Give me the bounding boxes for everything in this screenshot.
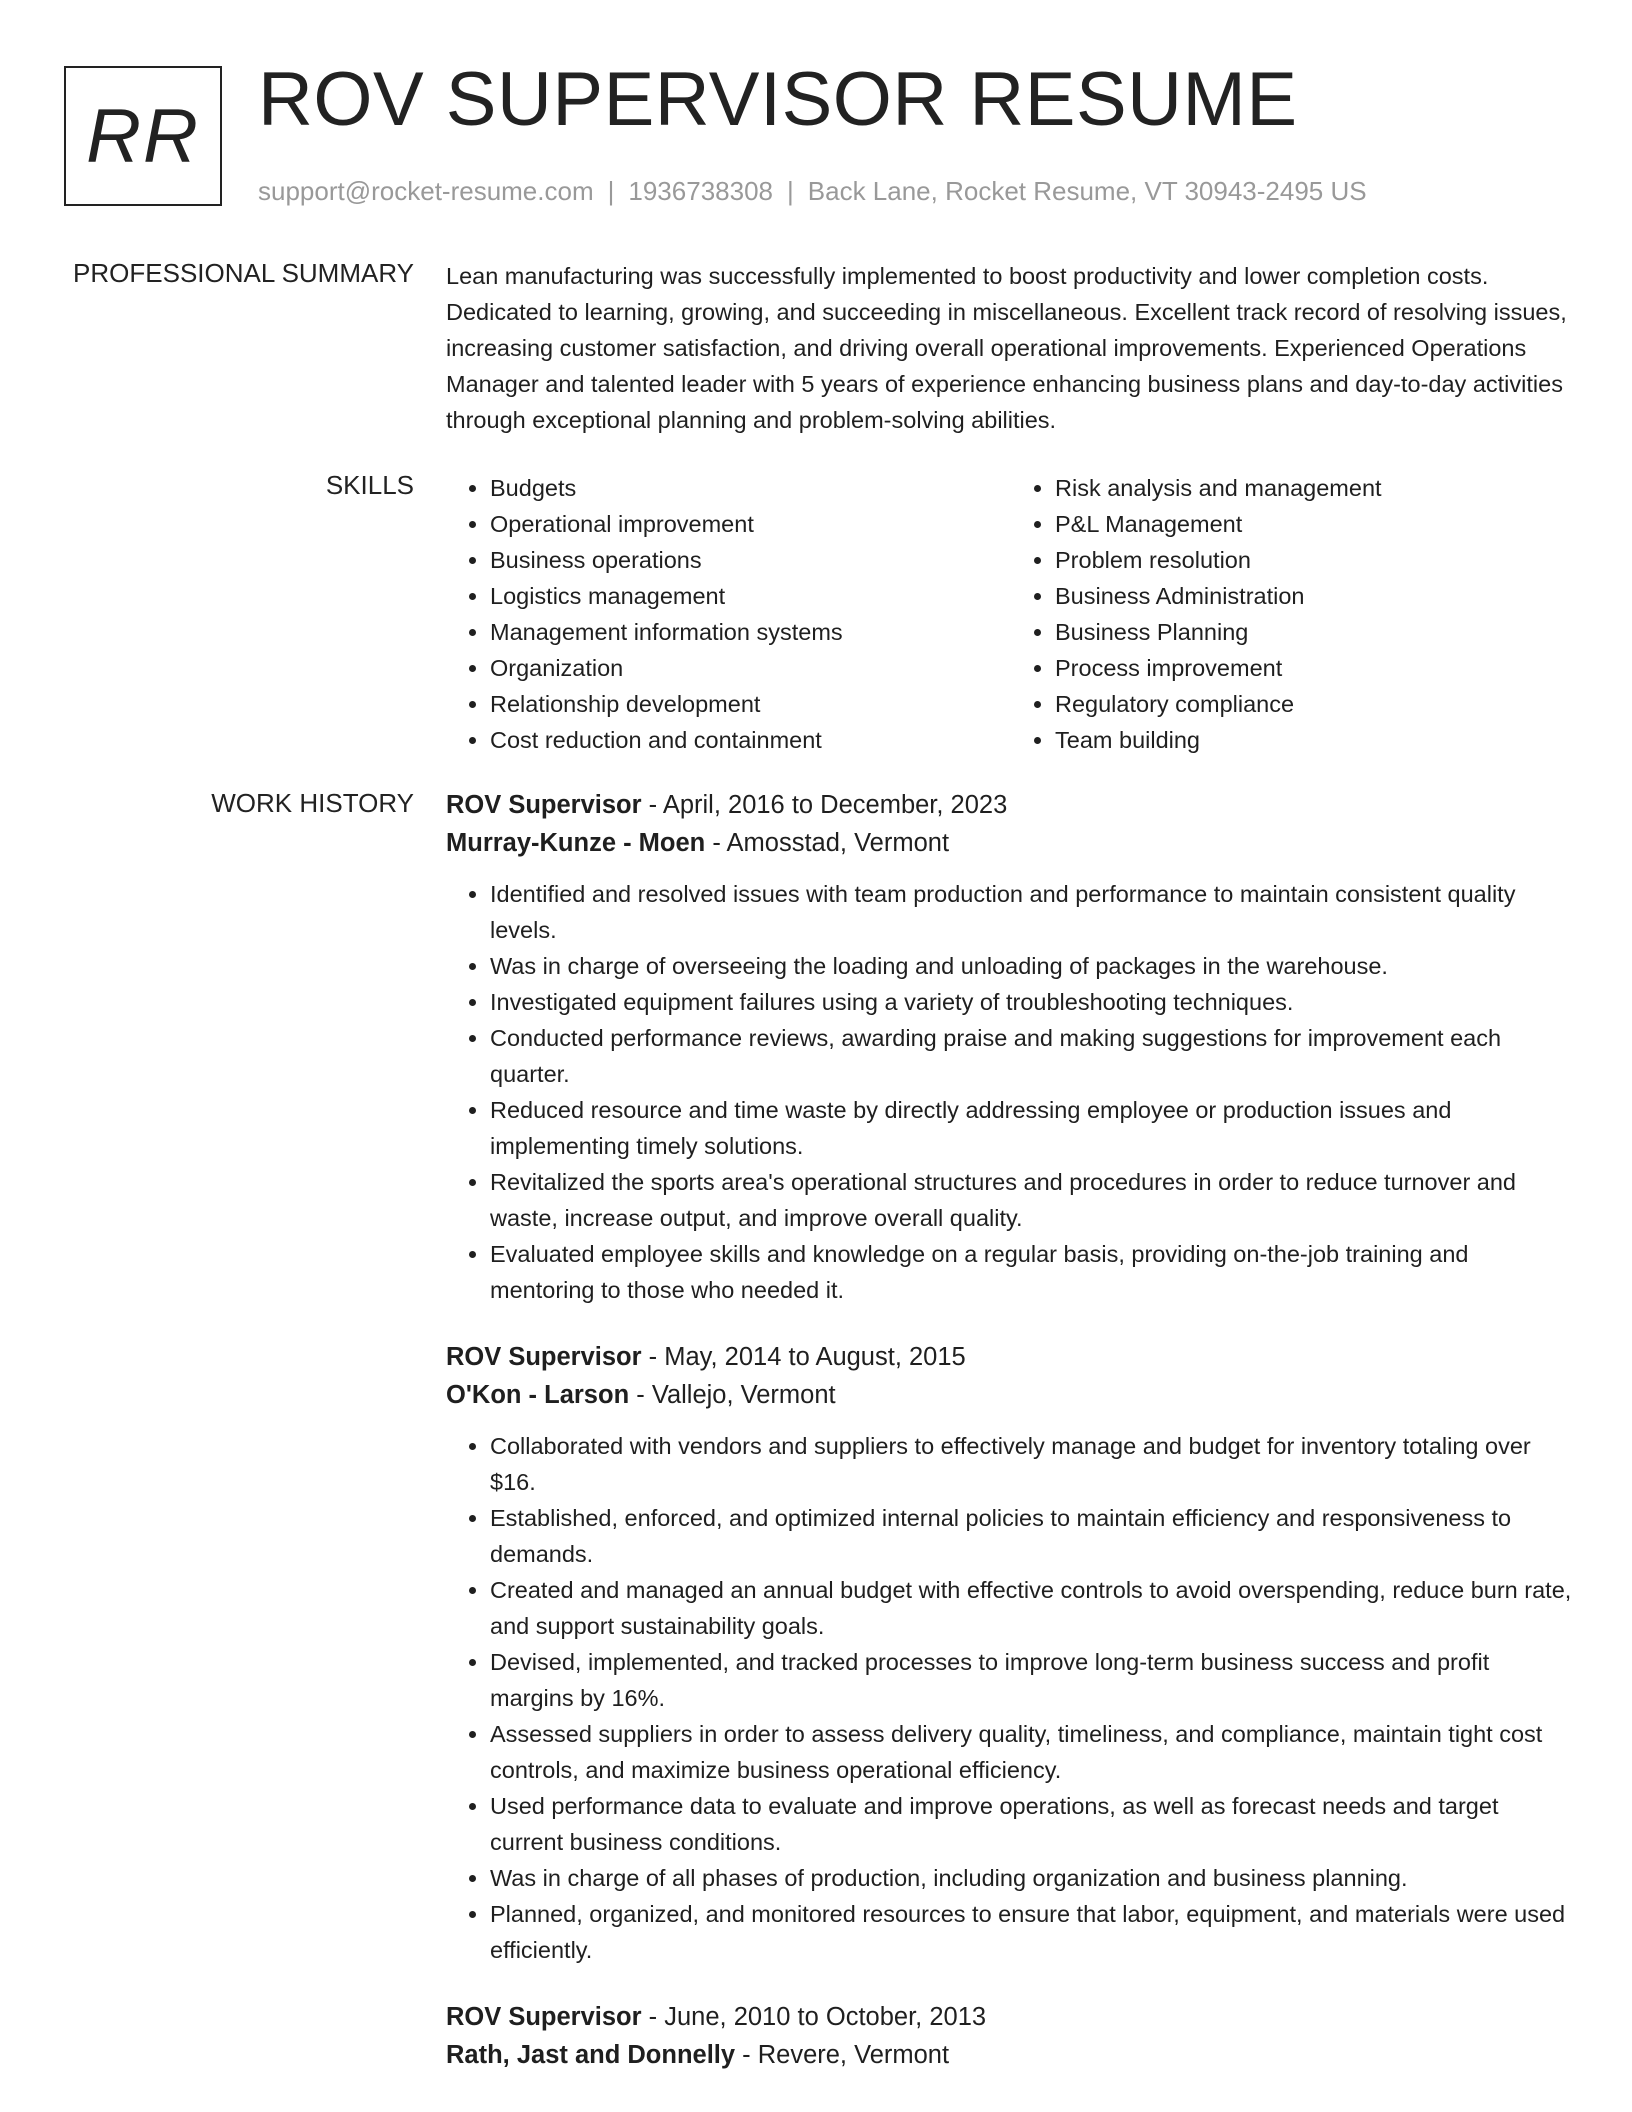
- skill-item: • Cost reduction and containment: [490, 722, 1011, 758]
- job-entry: [446, 786, 1576, 1308]
- skill-item: • Business operations: [490, 542, 1011, 578]
- job-employer-line: [446, 2036, 1576, 2074]
- work-history-section: [446, 786, 1576, 2074]
- skill-item: • Team building: [1055, 722, 1576, 758]
- job-dates: - April, 2016 to December, 2023: [648, 791, 1008, 819]
- skill-item: • Risk analysis and management: [1055, 470, 1576, 506]
- contact-separator: |: [607, 176, 615, 206]
- job-title-line: [446, 1338, 1576, 1376]
- job-bullet: • Planned, organized, and monitored resources to ensure that labor, equipment, and materials were used efficiently.: [490, 1896, 1576, 1968]
- job-employer-line: [446, 824, 1576, 862]
- page-title: ROV SUPERVISOR RESUME: [258, 57, 1298, 142]
- job-title: ROV Supervisor: [446, 2003, 642, 2031]
- skill-item: • Management information systems: [490, 614, 1011, 650]
- skill-item: • Logistics management: [490, 578, 1011, 614]
- work-history-heading: WORK HISTORY: [211, 788, 414, 818]
- skills-section: [446, 470, 1576, 758]
- job-location: - Revere, Vermont: [742, 2041, 950, 2069]
- job-employer: Rath, Jast and Donnelly: [446, 2041, 736, 2069]
- job-bullet: • Revitalized the sports area's operational structures and procedures in order to reduce turnover and waste, increase output, and improve overall quality.: [490, 1164, 1576, 1236]
- skill-item: • Organization: [490, 650, 1011, 686]
- job-bullet: • Identified and resolved issues with team production and performance to maintain consistent quality levels.: [490, 876, 1576, 948]
- job-bullet: • Reduced resource and time waste by directly addressing employee or production issues and implementing timely solutions.: [490, 1092, 1576, 1164]
- job-title: ROV Supervisor: [446, 791, 642, 819]
- job-title-line: [446, 786, 1576, 824]
- job-entry: [446, 1998, 1576, 2074]
- skill-item: • Problem resolution: [1055, 542, 1576, 578]
- contact-email[interactable]: support@rocket-resume.com: [258, 176, 594, 206]
- skill-item: • Process improvement: [1055, 650, 1576, 686]
- contact-phone: 1936738308: [628, 176, 773, 206]
- job-bullet: • Collaborated with vendors and suppliers to effectively manage and budget for inventory totaling over $16.: [490, 1428, 1576, 1500]
- job-title: ROV Supervisor: [446, 1343, 642, 1371]
- skill-item: • Operational improvement: [490, 506, 1011, 542]
- skills-list-left: [446, 470, 1011, 758]
- job-bullet: • Created and managed an annual budget with effective controls to avoid overspending, reduce burn rate, and support sustainability goals.: [490, 1572, 1576, 1644]
- job-location: - Amosstad, Vermont: [712, 829, 950, 857]
- contact-address: Back Lane, Rocket Resume, VT 30943-2495 US: [807, 176, 1367, 206]
- summary-text: Lean manufacturing was successfully implemented to boost productivity and lower completion costs. Dedicated to learning, growing, and succeeding in miscellaneous. Excellent track record of resolving issues, increasing customer satisfaction, and driving overall operational improvements. Experienced Operations Manager and talented leader with 5 years of experience enhancing business plans and day-to-day activities through exceptional planning and problem-solving abilities.: [446, 263, 1567, 433]
- skill-item: • Budgets: [490, 470, 1011, 506]
- job-bullets: [446, 876, 1576, 1308]
- job-employer-line: [446, 1376, 1576, 1414]
- job-bullet: • Conducted performance reviews, awarding praise and making suggestions for improvement each quarter.: [490, 1020, 1576, 1092]
- skill-item: • Business Administration: [1055, 578, 1576, 614]
- job-bullet: • Devised, implemented, and tracked processes to improve long-term business success and profit margins by 16%.: [490, 1644, 1576, 1716]
- skills-heading: SKILLS: [325, 470, 414, 500]
- job-bullet: • Used performance data to evaluate and improve operations, as well as forecast needs and target current business conditions.: [490, 1788, 1576, 1860]
- job-bullet: • Was in charge of overseeing the loading and unloading of packages in the warehouse.: [490, 948, 1576, 984]
- job-bullet: • Established, enforced, and optimized internal policies to maintain efficiency and responsiveness to demands.: [490, 1500, 1576, 1572]
- job-dates: - June, 2010 to October, 2013: [648, 2003, 987, 2031]
- skill-item: • Regulatory compliance: [1055, 686, 1576, 722]
- summary-heading: PROFESSIONAL SUMMARY: [73, 258, 414, 288]
- job-bullet: • Evaluated employee skills and knowledge on a regular basis, providing on-the-job training and mentoring to those who needed it.: [490, 1236, 1576, 1308]
- job-employer: Murray-Kunze - Moen: [446, 829, 706, 857]
- job-location: - Vallejo, Vermont: [636, 1381, 836, 1409]
- job-dates: - May, 2014 to August, 2015: [648, 1343, 966, 1371]
- skill-item: • Relationship development: [490, 686, 1011, 722]
- contact-separator: |: [787, 176, 794, 206]
- monogram: RR: [64, 66, 222, 206]
- summary-section: [446, 258, 1576, 438]
- job-bullets: [446, 1428, 1576, 1968]
- job-bullet: • Investigated equipment failures using a variety of troubleshooting techniques.: [490, 984, 1576, 1020]
- skill-item: • P&L Management: [1055, 506, 1576, 542]
- job-employer: O'Kon - Larson: [446, 1381, 630, 1409]
- job-entry: [446, 1338, 1576, 1968]
- job-title-line: [446, 1998, 1576, 2036]
- job-bullet: • Assessed suppliers in order to assess delivery quality, timeliness, and compliance, maintain tight cost controls, and maximize business operational efficiency.: [490, 1716, 1576, 1788]
- job-bullet: • Was in charge of all phases of production, including organization and business planning.: [490, 1860, 1576, 1896]
- contact-line: [258, 176, 1367, 207]
- skill-item: • Business Planning: [1055, 614, 1576, 650]
- skills-list-right: [1011, 470, 1576, 758]
